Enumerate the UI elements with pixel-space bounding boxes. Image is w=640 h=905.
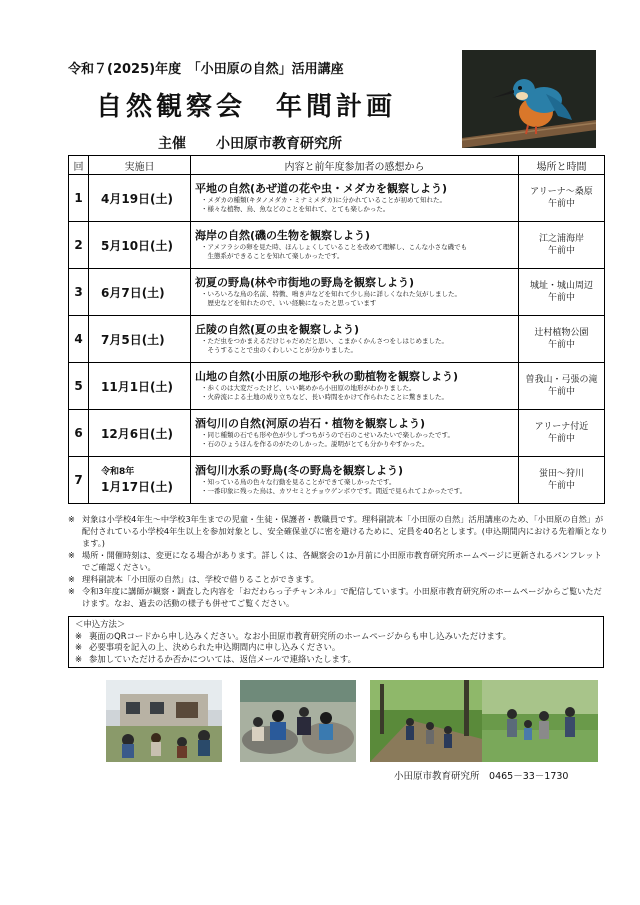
note-item: ※ 令和3年度に講師が観察・調査した内容を「おだわらっ子チャンネル」で配信しています。小田原市教育研究所のホームページからご覧いただけます。なお、過去の活動の様子も併せてご覧ください。 (68, 586, 602, 608)
row-comment: ・いろいろな鳥の名前、特徴、鳴き声などを知れて少し鳥に詳しくなれた気がしました。 (201, 290, 461, 298)
row-date: 6月7日(土) (89, 269, 191, 316)
activity-photo-shore (240, 680, 356, 762)
table-row (69, 410, 605, 457)
table-row (69, 175, 605, 222)
row-time: 午前中 (547, 246, 575, 256)
row-place: 曽我山・弓張の滝 (525, 375, 598, 385)
row-comment: ・同じ種類の石でも形や色が少しずつちがうので石のこせいみたいで楽しかったです。 (201, 431, 454, 439)
row-title: 酒匂川水系の野鳥(冬の野鳥を観察しよう) (195, 464, 404, 477)
organizer-label: 主催 (158, 136, 186, 152)
row-time: 午前中 (547, 293, 575, 303)
row-place-time (519, 457, 605, 504)
row-content (191, 222, 519, 269)
row-place-time (519, 175, 605, 222)
table-row (69, 457, 605, 504)
application-box (68, 616, 604, 668)
footer-contact (394, 768, 568, 782)
application-item: ※ 参加していただけるか否かについては、返信メールで連絡いたします。 (75, 653, 356, 664)
row-comment: 生態系ができることを知れて楽しかったです。 (201, 252, 344, 260)
subtitle: 令和７(2025)年度 「小田原の自然」活用講座 (68, 62, 344, 77)
row-content (191, 316, 519, 363)
note-item: ※ 場所・開催時刻は、変更になる場合があります。詳しくは、各観察会の1か月前に小田原市教育研究所ホームページに更新されるパンフレットでご確認ください。 (68, 550, 602, 572)
table-row (69, 363, 605, 410)
row-comment: ・アメフラシの卵を見た時、ほんしょくしていることを改めて理解し、こんな小さな磯でも (201, 243, 468, 251)
row-date: 4月19日(土) (89, 175, 191, 222)
row-place: 蛍田～狩川 (538, 469, 584, 479)
row-place-time (519, 269, 605, 316)
row-comment: そうすることで虫のくわしいことが分かりました。 (201, 346, 357, 354)
activity-photo-field (482, 680, 598, 762)
header-date: 実施日 (89, 156, 191, 175)
row-era: 令和8年 (101, 466, 135, 477)
note-item: ※ 理科副読本「小田原の自然」は、学校で借りることができます。 (68, 574, 319, 584)
table-row (69, 316, 605, 363)
row-time: 午前中 (547, 481, 575, 491)
row-comment: ・石のひょうほんを作るのがたのしかった。説明がとても分かりやすかった。 (201, 440, 429, 448)
row-comment: ・火砕流による土地の成り立ちなど、長い時間をかけて作られたことに驚きました。 (201, 393, 448, 401)
row-place: アリーナ～桑原 (530, 187, 593, 197)
row-date: 12月6日(土) (89, 410, 191, 457)
row-date: 令和8年 1月17日(土) (89, 457, 191, 504)
row-comment: ・メダカの種類(キタノメダカ・ミナミメダカ)に分かれていることが初めて知れた。 (201, 196, 447, 204)
activity-photo-building (106, 680, 222, 762)
header-number: 回 (69, 156, 89, 175)
row-content (191, 175, 519, 222)
row-place-time (519, 363, 605, 410)
row-time: 午前中 (547, 340, 575, 350)
row-number: 7 (69, 457, 89, 504)
row-number: 4 (69, 316, 89, 363)
row-place: 辻村植物公園 (534, 328, 589, 338)
row-title: 初夏の野鳥(林や市街地の野鳥を観察しよう) (195, 276, 415, 289)
header-place-time: 場所と時間 (519, 156, 605, 175)
row-date: 5月10日(土) (89, 222, 191, 269)
row-number: 2 (69, 222, 89, 269)
row-comment: ・一番印象に残った鳥は、カワセミとチョウゲンボウです。間近で見られてよかったです。 (201, 487, 467, 495)
row-comment: 歴史などを知れたので、いい経験になったと思っています (201, 299, 377, 307)
row-place-time (519, 222, 605, 269)
row-title: 平地の自然(あぜ道の花や虫・メダカを観察しよう) (195, 182, 448, 195)
row-comment: ・歩くのは大変だったけど、いい眺めから小田原の地形がわかりました。 (201, 384, 416, 392)
table-header-row (69, 156, 605, 175)
application-item: ※ 裏面のQRコードから申し込みください。なお小田原市教育研究所のホームページからも申し込みいただけます。 (75, 630, 511, 641)
row-content (191, 457, 519, 504)
row-place-time (519, 316, 605, 363)
row-title: 山地の自然(小田原の地形や秋の動植物を観察しよう) (195, 370, 459, 383)
page-title: 自然観察会 年間計画 (96, 92, 397, 122)
notes-section (68, 513, 608, 609)
note-item: ※ 対象は小学校4年生～中学校3年生までの児童・生徒・保護者・教職員です。理科副読本「小田原の自然」活用講座のため、「小田原の自然」が配付されている小学校4年生以上を参加対象とし、安全確保並びに密を避けるために、定員を40名とします。(申込期間内における先着順となります。) (68, 514, 608, 548)
row-time: 午前中 (547, 387, 575, 397)
row-comment: ・知っている鳥の色々な行動を見ることができて楽しかったです。 (201, 478, 396, 486)
footer-org: 小田原市教育研究所 (394, 771, 480, 782)
row-place: 城址・城山周辺 (529, 281, 593, 291)
row-title: 丘陵の自然(夏の虫を観察しよう) (195, 323, 360, 336)
row-content (191, 269, 519, 316)
row-date: 11月1日(土) (89, 363, 191, 410)
row-comment: ・ただ虫をつかまえるだけじゃだめだと思い、こまかくかんさつをしはじめました。 (201, 337, 448, 345)
row-number: 6 (69, 410, 89, 457)
row-title: 酒匂川の自然(河原の岩石・植物を観察しよう) (195, 417, 426, 430)
footer-phone: 0465－33－1730 (489, 771, 569, 782)
row-place: 江之浦海岸 (538, 234, 584, 244)
schedule-table (68, 155, 605, 504)
row-date: 7月5日(土) (89, 316, 191, 363)
activity-photo-forest (370, 680, 486, 762)
table-row (69, 269, 605, 316)
row-place: アリーナ付近 (534, 422, 589, 432)
row-number: 3 (69, 269, 89, 316)
row-place-time (519, 410, 605, 457)
row-comment: ・様々な植物、鳥、魚などのことを知れて、とても楽しかった。 (201, 205, 390, 213)
organizer-name: 小田原市教育研究所 (216, 136, 342, 152)
table-row (69, 222, 605, 269)
row-time: 午前中 (547, 434, 575, 444)
row-number: 5 (69, 363, 89, 410)
application-heading: ＜申込方法＞ (75, 619, 126, 629)
kingfisher-photo (462, 50, 596, 148)
row-title: 海岸の自然(磯の生物を観察しよう) (195, 229, 371, 242)
header-content: 内容と前年度参加者の感想から (191, 156, 519, 175)
row-content (191, 410, 519, 457)
row-time: 午前中 (547, 199, 575, 209)
organizer (158, 133, 342, 153)
row-number: 1 (69, 175, 89, 222)
application-item: ※ 必要事項を記入の上、決められた申込期間内に申し込みください。 (75, 642, 341, 652)
row-content (191, 363, 519, 410)
